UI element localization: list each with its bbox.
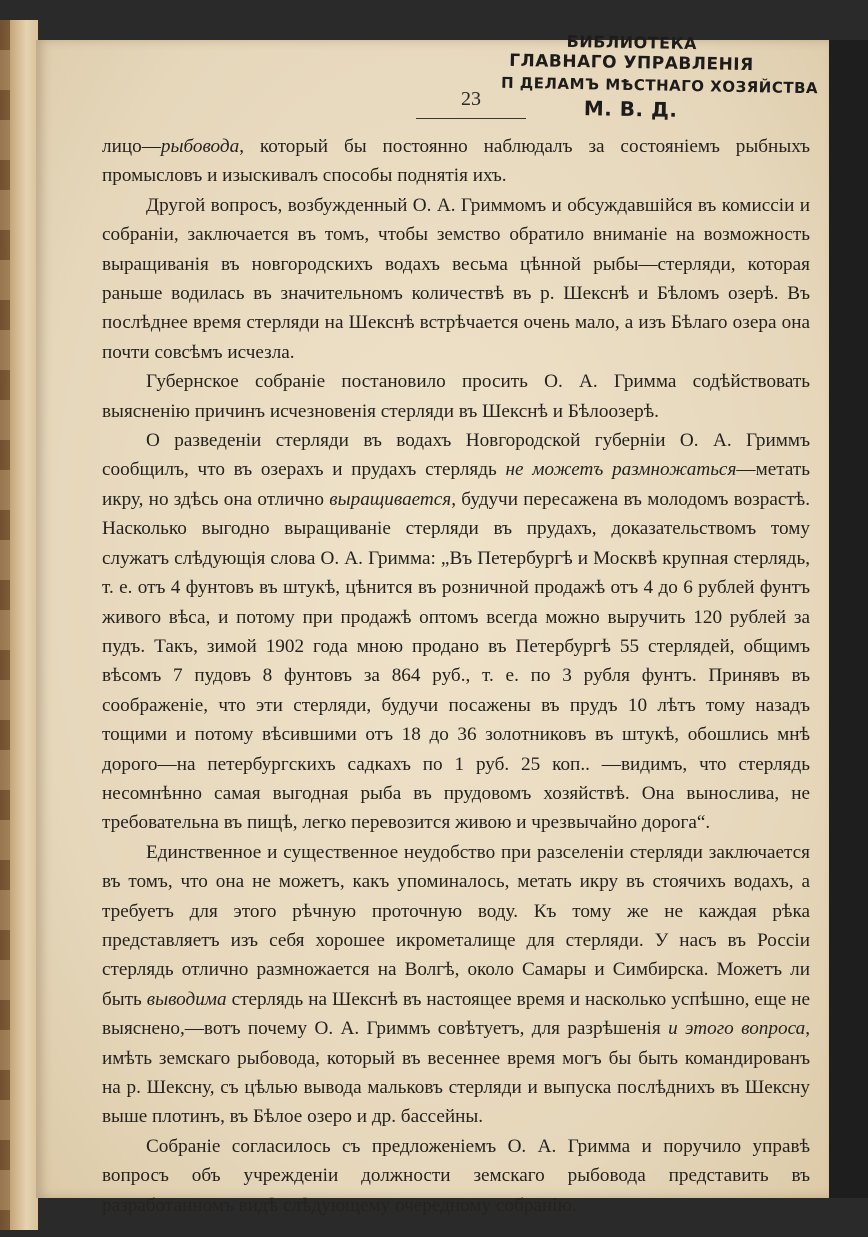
page-number: 23 bbox=[461, 88, 481, 110]
paragraph: Губернское собранiе постановило просить О. А. Гримма содѣйствовать выясненiю причинъ исчезновенiя стерляди въ Шекснѣ и Бѣлоозерѣ. bbox=[102, 371, 810, 422]
paragraph: Собранiе согласилось съ предложенiемъ О. А. Гримма и поручило управѣ вопросъ объ учрежденiи должности земскаго рыбовода представить въ разработанномъ видѣ слѣдующему очередному собранiю. bbox=[102, 1135, 810, 1216]
stamp-line: ГЛАВНАГО УПРАВЛЕНIЯ bbox=[509, 50, 754, 76]
background-edge bbox=[829, 40, 868, 1198]
book-spine-edge bbox=[0, 20, 38, 1230]
paragraph: Другой вопросъ, возбужденный О. А. Гриммомъ и обсуждавшiйся въ комиссiи и собранiи, заключается въ томъ, чтобы земство обратило вниманiе на возможность выращиванiя въ новгородскихъ водахъ весьма цѣнной рыбы—стерляди, которая раньше водилась въ значительномъ количествѣ въ р. Шекснѣ и Бѣломъ озерѣ. Въ послѣднее время стерляди на Шекснѣ встрѣчается очень мало, а изъ Бѣлаго озера она почти совсѣмъ исчезла. bbox=[102, 194, 810, 363]
paragraph: О разведенiи стерляди въ водахъ Новгородской губернiи О. А. Гриммъ сообщилъ, что въ озерахъ и прудахъ стерлядь не можетъ размножаться—метать икру, но здѣсь она отлично выращивается, будучи пересажена въ молодомъ возрастѣ. Насколько выгодно выращиванiе стерляди въ прудахъ, доказательствомъ тому служатъ слѣдующiя слова О. А. Гримма: „Въ Петербургѣ и Москвѣ крупная стерлядь, т. е. отъ 4 фунтовъ въ штукѣ, цѣнится въ розничной продажѣ отъ 4 до 6 рублей фунтъ живого вѣса, и потому при продажѣ оптомъ всегда можно выручить 120 рублей за пудъ. Такъ, зимой 1902 года мною продано въ Петербургѣ 55 стерлядей, общимъ вѣсомъ 7 пудовъ 8 фунтовъ за 864 руб., т. е. по 3 рубля фунтъ. Принявъ въ соображенiе, что эти стерляди, будучи посажены въ прудъ 10 лѣтъ тому назадъ тощими и потому вѣсившими отъ 18 до 36 золотниковъ въ штукѣ, обошлись мнѣ дорого—на петербургскихъ садкахъ по 1 руб. 25 коп.. —видимъ, что стерлядь несомнѣнно самая выгодная рыба въ прудовомъ хозяйствѣ. Она вынослива, не требовательна въ пищѣ, легко перевозится живою и чрезвычайно дорога“. bbox=[102, 430, 810, 834]
paragraph: Единственное и существенное неудобство при разселенiи стерляди заключается въ томъ, что она не можетъ, какъ упоминалось, метать икру въ стоячихъ водахъ, а требуетъ для этого рѣчную проточную воду. Къ тому же не каждая рѣка представляетъ изъ себя хорошее икрометалище для стерляди. У насъ въ Россiи стерлядь отлично размножается на Волгѣ, около Самары и Симбирска. Можетъ ли быть выводима стерлядь на Шекснѣ въ настоящее время и насколько успѣшно, еще не выяснено,—вотъ почему О. А. Гриммъ совѣтуетъ, для разрѣшенiя и этого вопроса, имѣть земскаго рыбовода, который въ весеннее время могъ бы быть командированъ на р. Шексну, съ цѣлью вывода мальковъ стерляди и выпуска послѣднихъ въ Шексну выше плотинъ, въ Бѣлое озеро и др. бассейны. bbox=[102, 841, 810, 1128]
paragraph: лицо—рыбовода, который бы постоянно наблюдалъ за состоянiемъ рыбныхъ промысловъ и изыскивалъ способы поднятiя ихъ. bbox=[102, 136, 810, 187]
stamp-line: БИБЛИОТЕКА bbox=[566, 31, 698, 54]
stamp-line: П ДЕЛАМЪ МѢСТНАГО ХОЗЯЙСТВА bbox=[500, 73, 819, 98]
book-page bbox=[36, 31, 829, 1216]
stamp-line: М. В. Д. bbox=[583, 96, 678, 122]
page-body bbox=[102, 132, 810, 1220]
library-stamp bbox=[500, 31, 819, 143]
